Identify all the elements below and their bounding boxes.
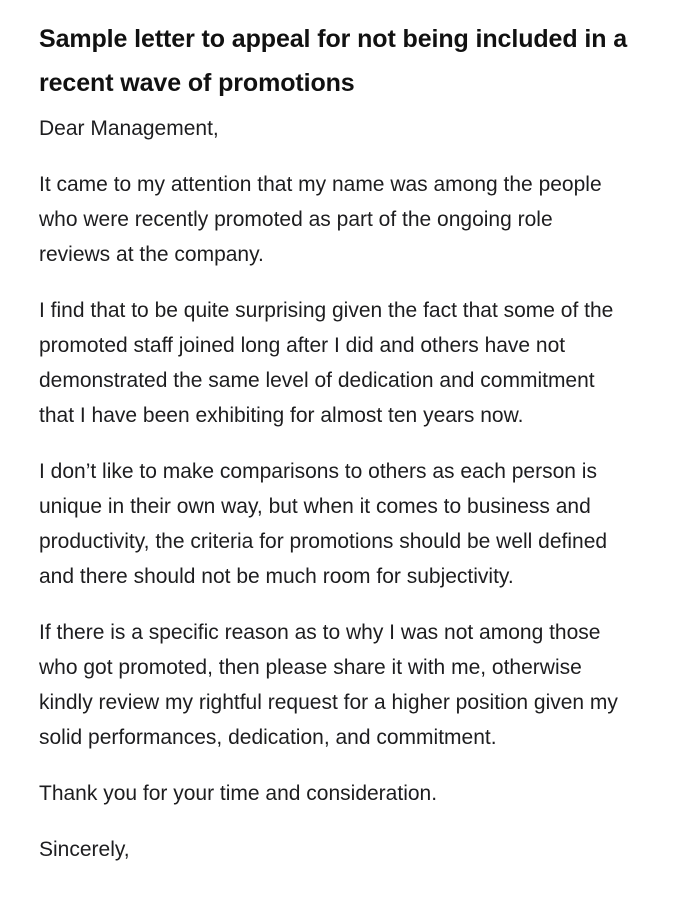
text-line: reviews at the company. — [39, 243, 264, 266]
closing-thanks — [39, 776, 641, 811]
text-line: and there should not be much room for subjectivity. — [39, 565, 514, 588]
text-line: promoted staff joined long after I did and others have not — [39, 334, 566, 357]
text-line: unique in their own way, but when it comes to business and — [39, 495, 591, 518]
salutation — [39, 111, 641, 146]
text-line: I find that to be quite surprising given the fact that some of the — [39, 299, 614, 322]
paragraph-comparisons — [39, 454, 641, 594]
text-line: productivity, the criteria for promotions should be well defined — [39, 530, 608, 553]
text-line: solid performances, dedication, and commitment. — [39, 726, 497, 749]
paragraph-surprise — [39, 293, 641, 433]
paragraph-request — [39, 615, 641, 755]
text-line: It came to my attention that my name was among the people — [39, 173, 602, 196]
page-title: Sample letter to appeal for not being included in a recent wave of promotions — [39, 25, 628, 97]
text-line: Thank you for your time and consideration. — [39, 782, 438, 805]
text-line: I don’t like to make comparisons to others as each person is — [39, 460, 597, 483]
text-line: demonstrated the same level of dedication and commitment — [39, 369, 595, 392]
text-line: Dear Management, — [39, 117, 219, 140]
paragraph-attention — [39, 167, 641, 272]
signoff — [39, 832, 641, 867]
text-line: who were recently promoted as part of the ongoing role — [39, 208, 553, 231]
text-line: who got promoted, then please share it with me, otherwise — [39, 656, 582, 679]
text-line: Sincerely, — [39, 838, 130, 861]
text-line: that I have been exhibiting for almost ten years now. — [39, 404, 524, 427]
text-line: If there is a specific reason as to why I was not among those — [39, 621, 601, 644]
text-line: kindly review my rightful request for a higher position given my — [39, 691, 618, 714]
